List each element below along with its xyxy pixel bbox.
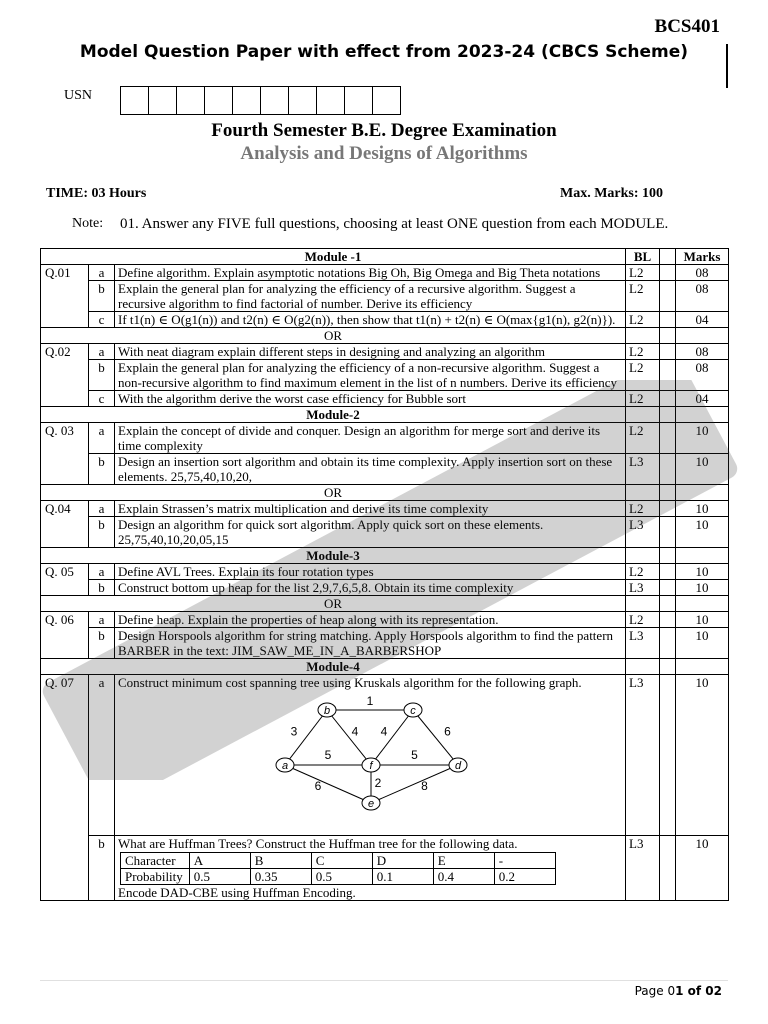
question-text: Construct bottom up heap for the list 2,9,7,6,5,8. Obtain its time complexity <box>115 580 626 596</box>
graph-node-label: b <box>323 705 331 717</box>
huffman-cell: 0.2 <box>494 869 555 885</box>
question-marks: 04 <box>676 391 729 407</box>
huffman-cell: 0.5 <box>189 869 250 885</box>
graph-edge-a-e <box>285 765 371 803</box>
usn-label: USN <box>64 88 93 103</box>
bloom-level: L2 <box>626 501 660 517</box>
sub-label: b <box>89 836 115 901</box>
sub-label: a <box>89 564 115 580</box>
huffman-cell: Probability <box>121 869 190 885</box>
question-cell <box>115 675 626 836</box>
huffman-cell: Character <box>121 853 190 869</box>
course-code: BCS401 <box>654 16 720 37</box>
huffman-cell: D <box>372 853 433 869</box>
footer-rule <box>40 980 728 981</box>
sub-label: b <box>89 517 115 548</box>
huffman-cell: 0.35 <box>250 869 311 885</box>
question-text: Define AVL Trees. Explain its four rotation types <box>115 564 626 580</box>
question-marks: 10 <box>676 612 729 628</box>
graph-edge-weight: 1 <box>366 696 374 708</box>
graph-edge-weight: 5 <box>411 748 418 762</box>
max-marks: Max. Marks: 100 <box>560 186 664 201</box>
table-row <box>41 360 729 391</box>
bloom-level: L2 <box>626 391 660 407</box>
exam-title: Fourth Semester B.E. Degree Examination <box>211 120 557 141</box>
question-marks: 08 <box>676 265 729 281</box>
question-number: Q. 05 <box>41 564 89 596</box>
table-row <box>41 564 729 580</box>
sub-label: a <box>89 501 115 517</box>
bloom-level: L3 <box>626 454 660 485</box>
question-number: Q.02 <box>41 344 89 407</box>
question-marks: 10 <box>676 675 729 836</box>
question-text: With neat diagram explain different steps in designing and analyzing an algorithm <box>115 344 626 360</box>
graph-edge-b-f <box>324 710 371 765</box>
huffman-table <box>120 852 556 885</box>
question-text: Define heap. Explain the properties of heap along with its representation. <box>115 612 626 628</box>
graph-edge-c-d <box>413 710 458 765</box>
module-header: Module-3 <box>41 548 626 564</box>
note-text: 01. Answer any FIVE full questions, choosing at least ONE question from each MODULE. <box>120 216 669 232</box>
question-text: What are Huffman Trees? Construct the Huffman tree for the following data. <box>118 836 518 851</box>
bloom-level: L3 <box>626 675 660 836</box>
question-marks: 10 <box>676 628 729 659</box>
huffman-cell: C <box>311 853 372 869</box>
graph-edge-weight: 2 <box>374 776 382 790</box>
question-marks: 10 <box>676 836 729 901</box>
graph-edge-weight: 3 <box>290 724 298 739</box>
sub-label: a <box>89 612 115 628</box>
bloom-level: L2 <box>626 312 660 328</box>
bl-header: BL <box>626 249 660 265</box>
question-number: Q. 06 <box>41 612 89 659</box>
question-marks: 10 <box>676 501 729 517</box>
question-text: Design an insertion sort algorithm and obtain its time complexity. Apply insertion sort on these elements. 25,75,40,10,20, <box>115 454 626 485</box>
or-separator: OR <box>41 328 626 344</box>
graph-edge-weight: 6 <box>444 724 451 739</box>
sub-label: c <box>89 391 115 407</box>
question-marks: 10 <box>676 454 729 485</box>
question-marks: 10 <box>676 423 729 454</box>
graph-edge-weight: 8 <box>421 779 428 793</box>
sub-label: a <box>89 423 115 454</box>
sub-label: b <box>89 628 115 659</box>
module-header: Module -1 <box>41 249 626 265</box>
question-marks: 08 <box>676 360 729 391</box>
graph-node-label: d <box>454 760 462 772</box>
graph-edge-weight: 4 <box>351 724 359 739</box>
question-number: Q. 07 <box>41 675 89 901</box>
graph-edge-weight: 4 <box>380 724 388 739</box>
table-row <box>41 628 729 659</box>
huffman-cell: E <box>433 853 494 869</box>
question-text: Construct minimum cost spanning tree using Kruskals algorithm for the following graph. <box>118 675 582 690</box>
question-marks: 04 <box>676 312 729 328</box>
module-header: Module-2 <box>41 407 626 423</box>
question-number: Q.04 <box>41 501 89 548</box>
sub-label: b <box>89 281 115 312</box>
table-row <box>41 580 729 596</box>
bloom-level: L3 <box>626 580 660 596</box>
bloom-level: L3 <box>626 628 660 659</box>
usn-boxes <box>120 86 401 115</box>
question-text: Define algorithm. Explain asymptotic notations Big Oh, Big Omega and Big Theta notations <box>115 265 626 281</box>
sub-label: c <box>89 312 115 328</box>
question-number: Q.01 <box>41 265 89 328</box>
question-text: If t1(n) ∈ O(g1(n)) and t2(n) ∈ O(g2(n)), then show that t1(n) + t2(n) ∈ O(max{g1(n), g2(n)}). <box>115 312 626 328</box>
question-text: Explain the general plan for analyzing the efficiency of a non-recursive algorithm. Suggest a non-recursive algorithm to find maximum element in the list of n numbers. Derive its efficiency <box>115 360 626 391</box>
sub-label: a <box>89 265 115 281</box>
bloom-level: L2 <box>626 612 660 628</box>
sub-label: b <box>89 360 115 391</box>
paper-title: Model Question Paper with effect from 2023-24 (CBCS Scheme) <box>79 42 689 62</box>
graph-edge-weight: 6 <box>314 779 322 793</box>
note-label: Note: <box>72 216 104 231</box>
table-row <box>41 517 729 548</box>
question-text: Design an algorithm for quick sort algorithm. Apply quick sort on these elements. 25,75,40,10,20,05,15 <box>115 517 626 548</box>
exam-time: TIME: 03 Hours <box>46 186 147 201</box>
question-text: Explain Strassen’s matrix multiplication and derive its time complexity <box>115 501 626 517</box>
sub-label: b <box>89 580 115 596</box>
table-row <box>41 423 729 454</box>
sub-label: a <box>89 675 115 836</box>
graph-edge-c-f <box>371 710 413 765</box>
bloom-level: L2 <box>626 265 660 281</box>
question-text: Explain the general plan for analyzing the efficiency of a recursive algorithm. Suggest a recursive algorithm to find factorial of number. Derive its efficiency <box>115 281 626 312</box>
table-row <box>41 501 729 517</box>
question-marks: 08 <box>676 281 729 312</box>
graph-node-label: f <box>369 760 373 772</box>
question-text: Encode DAD-CBE using Huffman Encoding. <box>118 885 356 900</box>
question-text: Explain the concept of divide and conquer. Design an algorithm for merge sort and derive its time complexity <box>115 423 626 454</box>
question-cell <box>115 836 626 901</box>
table-row <box>41 281 729 312</box>
huffman-cell: 0.5 <box>311 869 372 885</box>
question-marks: 10 <box>676 580 729 596</box>
graph-node-label: c <box>410 705 416 717</box>
huffman-cell: 0.4 <box>433 869 494 885</box>
table-row <box>41 675 729 836</box>
kruskal-graph <box>118 696 623 818</box>
graph-edge-e-d <box>371 765 458 803</box>
module-header: Module-4 <box>41 659 626 675</box>
question-marks: 10 <box>676 517 729 548</box>
table-row <box>41 836 729 901</box>
table-row <box>41 344 729 360</box>
huffman-cell: - <box>494 853 555 869</box>
graph-edge-weight: 5 <box>324 748 332 762</box>
sub-label: b <box>89 454 115 485</box>
page-number: Page 01 of 02 <box>634 984 722 998</box>
question-marks: 08 <box>676 344 729 360</box>
question-number: Q. 03 <box>41 423 89 485</box>
graph-node-label: e <box>367 798 375 810</box>
bloom-level: L2 <box>626 564 660 580</box>
question-text: Design Horspools algorithm for string matching. Apply Horspools algorithm to find the pattern BARBER in the text: JIM_SAW_ME_IN_A_BARBERSHOP <box>115 628 626 659</box>
question-marks: 10 <box>676 564 729 580</box>
bloom-level: L2 <box>626 423 660 454</box>
bloom-level: L3 <box>626 517 660 548</box>
question-table <box>40 248 729 901</box>
subject-title: Analysis and Designs of Algorithms <box>240 143 528 164</box>
bloom-level: L2 <box>626 344 660 360</box>
table-row <box>41 612 729 628</box>
sub-label: a <box>89 344 115 360</box>
table-row <box>41 391 729 407</box>
huffman-cell: A <box>189 853 250 869</box>
table-row <box>41 265 729 281</box>
graph-node-label: a <box>281 760 289 772</box>
bloom-level: L2 <box>626 360 660 391</box>
huffman-cell: B <box>250 853 311 869</box>
bloom-level: L3 <box>626 836 660 901</box>
or-separator: OR <box>41 485 626 501</box>
table-row <box>41 312 729 328</box>
question-text: With the algorithm derive the worst case efficiency for Bubble sort <box>115 391 626 407</box>
or-separator: OR <box>41 596 626 612</box>
bloom-level: L2 <box>626 281 660 312</box>
table-row <box>41 454 729 485</box>
huffman-cell: 0.1 <box>372 869 433 885</box>
marks-header: Marks <box>676 249 729 265</box>
